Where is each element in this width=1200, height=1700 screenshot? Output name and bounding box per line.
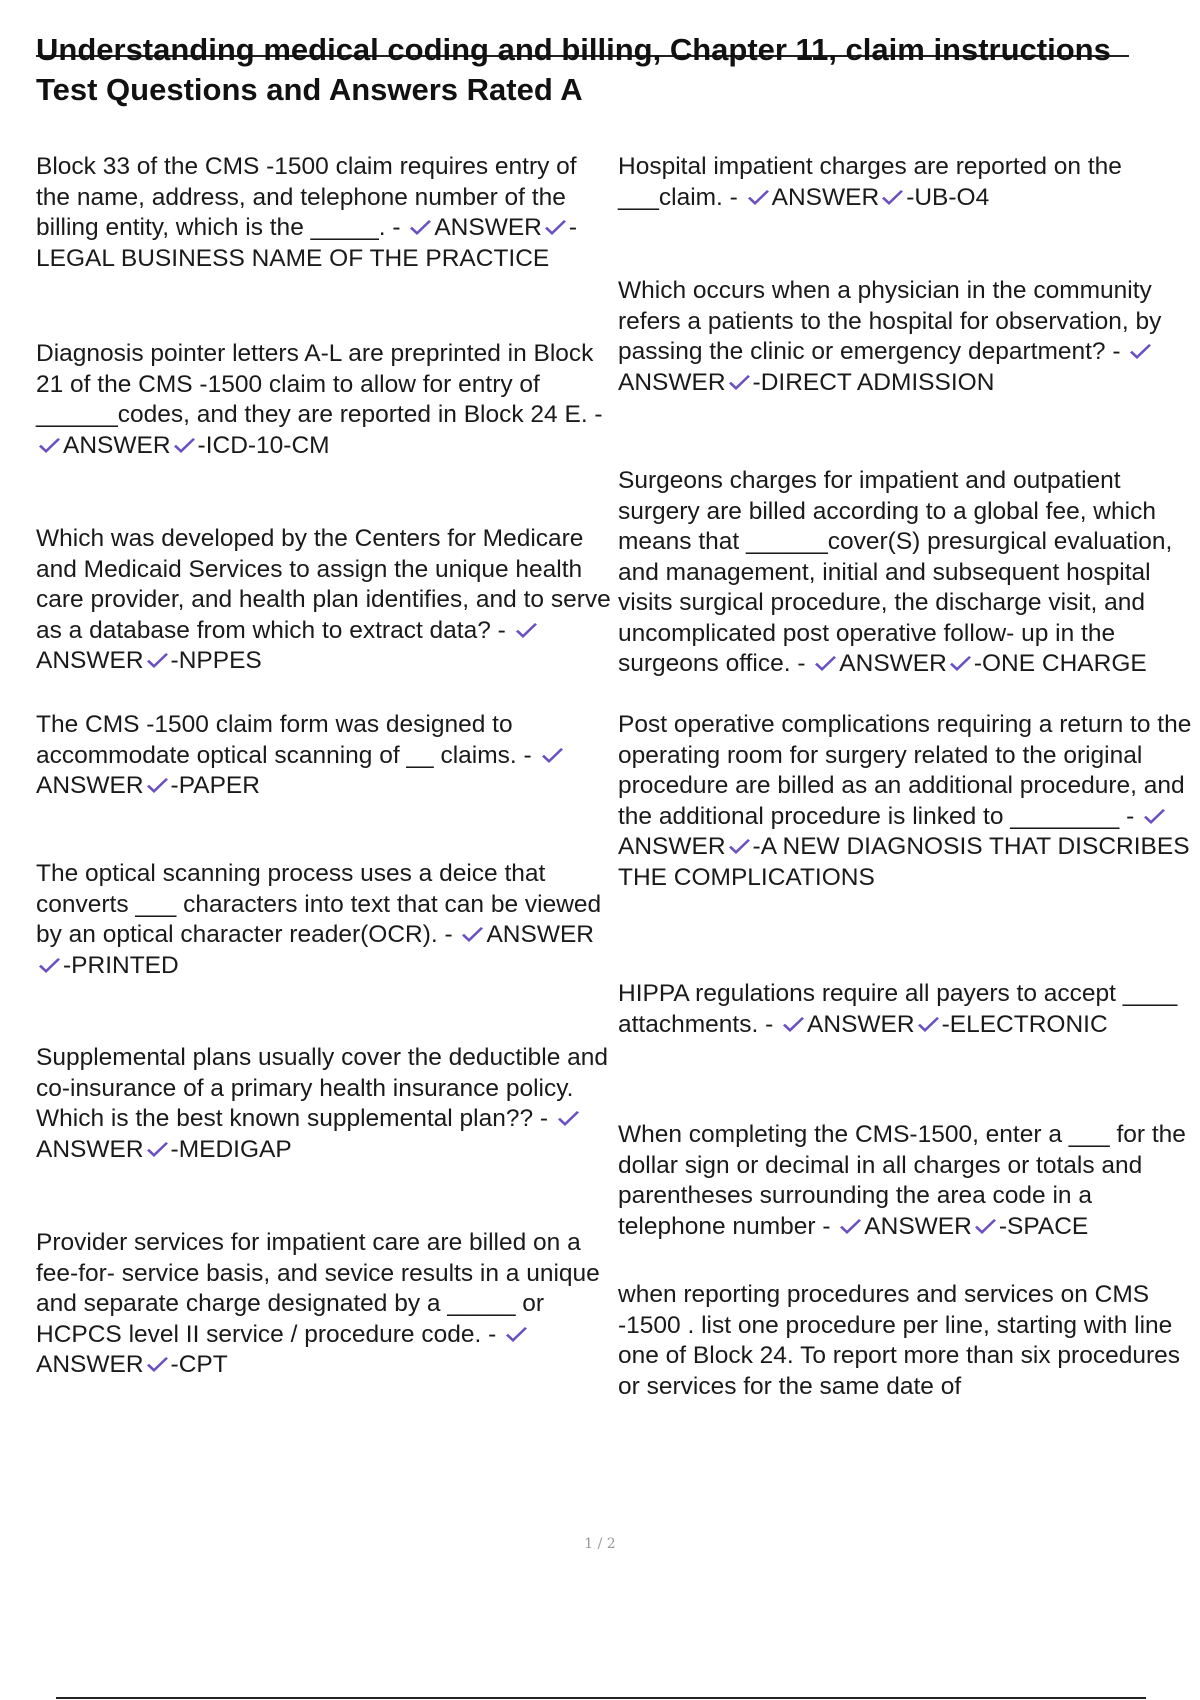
question-text: Surgeons charges for impatient and outpatient surgery are billed according to a global fee, which means that ______cover(S) presurgical evaluation, and management, initial and subsequent hospital visits surgical procedure, the discharge visit, and uncomplicated post operative follow- up in the surgeons office. - [618,467,1173,677]
answer-label: ANSWER [618,833,726,860]
answer-label: ANSWER [36,1135,144,1163]
checkmark-icon [727,374,752,392]
qa-item [36,1043,611,1165]
checkmark-icon [37,957,62,975]
checkmark-icon [727,838,752,856]
document-title: Understanding medical coding and billing, Chapter 11, claim instructions Test Questions and Answers Rated A [36,32,1111,107]
answer-text: -LEGAL BUSINESS NAME OF THE PRACTICE [36,214,578,272]
answer-label: ANSWER [36,647,144,674]
checkmark-icon [948,655,973,673]
answer-label: ANSWER [839,650,947,677]
answer-text: -NPPES [170,647,262,674]
checkmark-icon [813,655,838,673]
question-text: Supplemental plans usually cover the deductible and co-insurance of a primary health insurance policy. Which is the best known supplemental plan?? - [36,1044,609,1132]
qa-item [618,152,1193,213]
question-text: Hospital impatient charges are reported on the ___claim. - [618,153,1122,211]
checkmark-icon [1128,343,1153,361]
checkmark-icon [504,1326,529,1344]
qa-item [618,276,1193,398]
bottom-rule [56,1697,1146,1699]
checkmark-icon [746,189,771,207]
answer-text: -DIRECT ADMISSION [752,368,995,396]
page-number: 1 / 2 [584,1536,616,1552]
answer-text: -SPACE [998,1212,1089,1240]
question-text: Block 33 of the CMS -1500 claim requires entry of the name, address, and telephone number of the billing entity, which is the _____. - [36,153,577,241]
qa-item [36,152,611,274]
question-text: When completing the CMS-1500, enter a ___ for the dollar sign or decimal in all charges or totals and parentheses surrounding the area code in a telephone number - [618,1121,1186,1240]
answer-label: ANSWER [36,772,144,799]
answer-label: ANSWER [486,921,595,948]
checkmark-icon [838,1218,863,1236]
question-text: Which occurs when a physician in the community refers a patients to the hospital for observation, by passing the clinic or emergency department? - [618,277,1162,365]
answer-label: ANSWER [434,214,542,241]
answer-text: -PAPER [170,772,260,799]
answer-label: ANSWER [771,183,880,211]
answer-text: -CPT [170,1351,228,1378]
answer-label: ANSWER [618,368,726,396]
checkmark-icon [514,622,539,640]
checkmark-icon [145,1356,170,1374]
answer-label: ANSWER [864,1212,972,1240]
question-text: The optical scanning process uses a deice that converts ___ characters into text that can be viewed by an optical character reader(OCR). - [36,860,602,948]
qa-item [36,1228,611,1381]
qa-item [618,1120,1193,1242]
question-text: HIPPA regulations require all payers to accept ____ attachments. - [618,980,1178,1038]
checkmark-icon [460,926,485,944]
qa-item [36,859,611,981]
checkmark-icon [556,1110,581,1128]
answer-label: ANSWER [36,1351,144,1378]
checkmark-icon [408,219,433,237]
answer-text: -A NEW DIAGNOSIS THAT DISCRIBES THE COMPLICATIONS [618,833,1190,891]
qa-item [36,339,611,461]
question-text: Post operative complications requiring a return to the operating room for surgery related to the original procedure are billed as an additional procedure, and the additional procedure is linked to ________ - [618,711,1192,830]
answer-text: -MEDIGAP [170,1135,292,1163]
question-text: Which was developed by the Centers for Medicare and Medicaid Services to assign the unique health care provider, and health plan identifies, and to serve as a database from which to extract data? - [36,525,611,644]
question-text: Provider services for impatient care are billed on a fee-for- service basis, and sevice results in a unique and separate charge designated by a _____ or HCPCS level II service / procedure code. - [36,1229,600,1348]
answer-label: ANSWER [807,1010,915,1038]
title-block [36,30,1136,110]
checkmark-icon [37,437,62,455]
question-text: when reporting procedures and services on CMS -1500 . list one procedure per line, starting with line one of Block 24. To report more than six procedures or services for the same date of [618,1281,1180,1400]
checkmark-icon [145,777,170,795]
answer-text: -ELECTRONIC [941,1010,1108,1038]
qa-item [618,979,1193,1040]
checkmark-icon [916,1016,941,1034]
checkmark-icon [145,652,170,670]
question-text: The CMS -1500 claim form was designed to accommodate optical scanning of __ claims. - [36,711,532,769]
answer-label: ANSWER [63,431,171,459]
answer-text: -PRINTED [63,951,179,979]
checkmark-icon [973,1218,998,1236]
answer-text: -ICD-10-CM [197,431,330,459]
answer-text: -ONE CHARGE [973,650,1147,677]
checkmark-icon [880,189,905,207]
checkmark-icon [781,1016,806,1034]
qa-item [36,524,611,677]
qa-item [618,710,1193,893]
checkmark-icon [543,219,568,237]
checkmark-icon [172,437,197,455]
question-text: Diagnosis pointer letters A-L are preprinted in Block 21 of the CMS -1500 claim to allow for entry of ______codes, and they are reported in Block 24 E. - [36,340,603,428]
qa-item [618,466,1193,680]
checkmark-icon [540,747,565,765]
checkmark-icon [145,1141,170,1159]
checkmark-icon [1142,808,1167,826]
answer-text: -UB-O4 [906,183,990,211]
qa-item [618,1280,1193,1402]
qa-item [36,710,611,802]
